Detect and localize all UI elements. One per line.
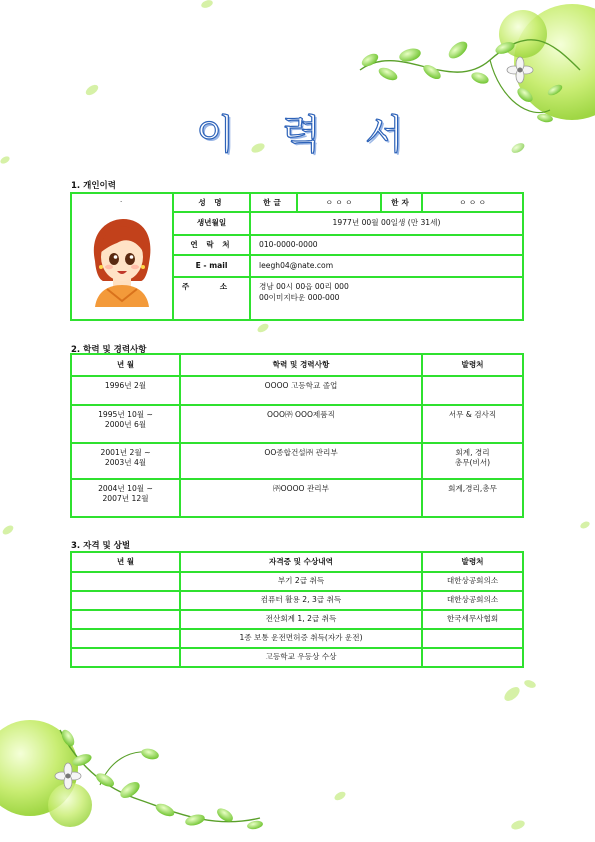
table-row (71, 443, 523, 479)
career-date-line-1: 1995년 10월 ~ (98, 410, 153, 419)
qual-desc: 전산회계 1, 2급 취득 (180, 610, 422, 629)
career-office-line-2: 총무(비서) (454, 458, 491, 468)
birth-label: 생년월일 (173, 212, 250, 234)
career-date (71, 479, 180, 517)
table-row (71, 405, 523, 443)
address-value (250, 277, 523, 320)
section-personal-title: 1. 개인이력 (71, 181, 116, 191)
table-row (71, 629, 523, 648)
career-office (422, 479, 523, 517)
qual-office: 대한상공회의소 (422, 591, 523, 610)
table-row (71, 610, 523, 629)
section-qualifications-title: 3. 자격 및 상벌 (71, 541, 131, 551)
career-date (71, 443, 180, 479)
qual-desc: 고등학교 우등상 수상 (180, 648, 422, 667)
qual-office: 대한상공회의소 (422, 572, 523, 591)
title-char-3: 서 (365, 112, 404, 158)
qualifications-table (70, 551, 524, 668)
career-date (71, 405, 180, 443)
table-row (71, 376, 523, 405)
career-date-line-2: 2007년 12월 (102, 494, 149, 504)
table-row (71, 591, 523, 610)
hangul-name-value: ㅇ ㅇ ㅇ (297, 193, 381, 212)
hangul-label: 한글 (250, 193, 297, 212)
qual-date (71, 648, 180, 667)
career-office-line-1: 회계, 경리 (455, 448, 490, 457)
table-row (71, 479, 523, 517)
qual-office: 한국세무사협회 (422, 610, 523, 629)
career-office (422, 376, 523, 405)
qual-date (71, 572, 180, 591)
section-career-title: 2. 학력 및 경력사항 (71, 345, 147, 355)
phone-label: 연 락 처 (173, 235, 250, 255)
address-line-1: 경남 00시 00읍 00리 000 (259, 282, 349, 292)
photo-dot: . (120, 196, 123, 204)
title-char-1: 이 (196, 112, 235, 158)
name-label: 성 명 (173, 193, 250, 212)
career-office (422, 443, 523, 479)
career-office-line-1: 서무 & 검사직 (448, 410, 497, 419)
career-date-line-1: 2004년 10월 ~ (98, 484, 153, 493)
career-date (71, 376, 180, 405)
career-table (70, 353, 524, 518)
qual-date (71, 629, 180, 648)
career-desc: OOO㈜ OOO제품직 (180, 405, 422, 443)
career-date-line-1: 1996년 2월 (104, 381, 147, 390)
career-office (422, 405, 523, 443)
career-date-line-2: 2003년 4월 (104, 458, 147, 468)
address-line-2: 00이미지타운 000-000 (259, 292, 340, 302)
career-date-line-1: 2001년 2월 ~ (100, 448, 151, 457)
hanja-name-value: ㅇ ㅇ ㅇ (422, 193, 523, 212)
email-label: E - mail (173, 255, 250, 277)
qual-office (422, 629, 523, 648)
email-value: leegh04@nate.com (250, 255, 523, 277)
qual-desc: 부기 2급 취득 (180, 572, 422, 591)
avatar (87, 215, 157, 307)
career-office-line-1: 회계,경리,총무 (448, 484, 497, 493)
career-header-desc: 학력 및 경력사항 (180, 354, 422, 376)
title-char-2: 력 (282, 112, 321, 158)
qual-desc: 1종 보통 운전면허증 취득(자가 운전) (180, 629, 422, 648)
qual-header-office: 발령처 (422, 552, 523, 572)
career-date-line-2: 2000년 6월 (104, 420, 147, 430)
document-title (0, 103, 595, 159)
career-desc: ㈜OOOO 관리부 (180, 479, 422, 517)
career-desc: OO종합건설㈜ 관리부 (180, 443, 422, 479)
table-row (71, 572, 523, 591)
address-label: 주 소 (173, 277, 250, 320)
phone-value: 010-0000-0000 (250, 235, 523, 255)
profile-photo-cell (71, 193, 173, 320)
career-desc: OOOO 고등학교 졸업 (180, 376, 422, 405)
hanja-label: 한자 (381, 193, 422, 212)
personal-info-table (70, 192, 524, 321)
qual-header-date: 년 월 (71, 552, 180, 572)
career-header-office: 발령처 (422, 354, 523, 376)
qual-date (71, 591, 180, 610)
career-header-date: 년 월 (71, 354, 180, 376)
table-row (71, 648, 523, 667)
qual-desc: 컴퓨터 활용 2, 3급 취득 (180, 591, 422, 610)
qual-header-desc: 자격증 및 수상내역 (180, 552, 422, 572)
qual-date (71, 610, 180, 629)
qual-office (422, 648, 523, 667)
birth-value: 1977년 00월 00일생 (만 31세) (250, 212, 523, 234)
